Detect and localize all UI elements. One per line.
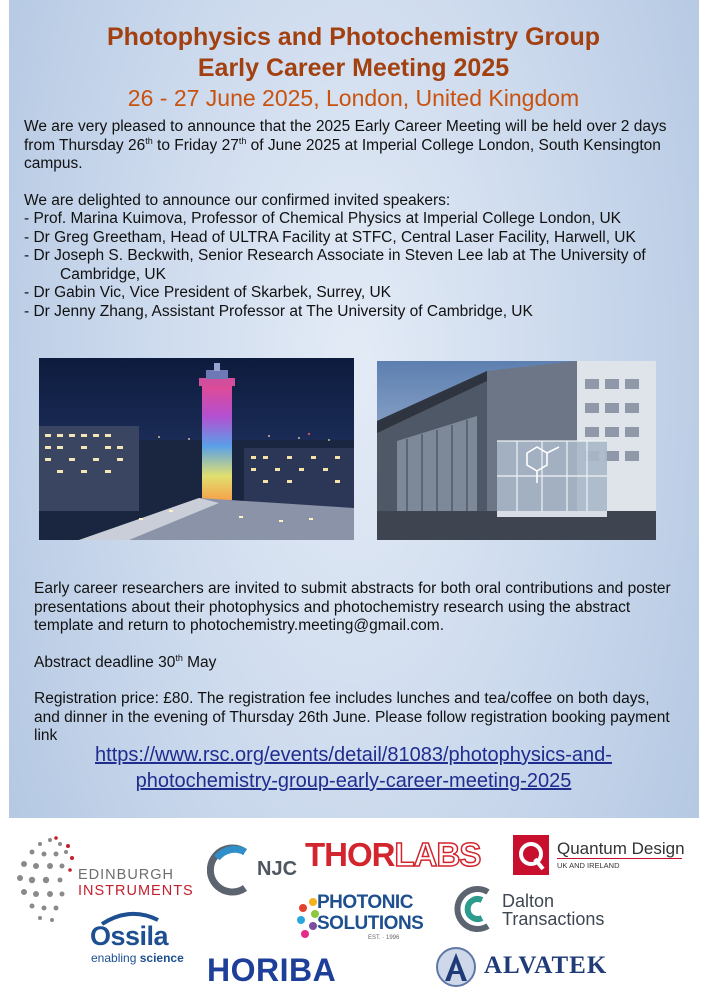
photonic-est: EST. · 1996	[368, 935, 400, 941]
quantum-design-subtext: UK AND IRELAND	[557, 861, 620, 870]
quantum-design-logo	[513, 835, 693, 877]
speakers-list	[24, 210, 674, 321]
photonic-text-1: PHOTONIC	[317, 892, 413, 913]
edinburgh-logo-text-2: INSTRUMENTS	[78, 883, 194, 899]
registration-link-line-1[interactable]: https://www.rsc.org/events/detail/81083/photophysics-and-	[95, 744, 612, 766]
call-for-abstracts: Early career researchers are invited to submit abstracts for both oral contributions and poster presentations about their photophysics and photochemistry research using the abstract template and return to photochemistry.meeting@gmail.com.	[34, 580, 671, 634]
edinburgh-logo-text-1: EDINBURGH	[78, 867, 175, 883]
ossila-text: Ossila	[90, 921, 169, 951]
event-dates-location: 26 - 27 June 2025, London, United Kingdom	[127, 85, 580, 111]
ossila-logo	[88, 910, 188, 968]
thorlabs-logo-text-a: THOR	[305, 836, 395, 873]
registration-info: Registration price: £80. The registration fee includes lunches and tea/coffee on both days, and dinner in the evening of Thursday 26th June. Please follow registration booking payment link	[34, 690, 670, 744]
alvatek-text: ALVATEK	[484, 952, 608, 979]
dalton-transactions-logo	[452, 882, 632, 938]
dalton-text-1: Dalton	[502, 891, 555, 911]
njc-logo	[207, 842, 302, 902]
ossila-tagline: enabling science	[91, 951, 184, 965]
speakers-heading: We are delighted to announce our confirmed invited speakers:	[24, 192, 451, 209]
title-line-2: Early Career Meeting 2025	[197, 54, 510, 82]
dalton-text-2: Transactions	[502, 909, 605, 929]
alvatek-logo	[436, 945, 626, 991]
intro-paragraph: We are very pleased to announce that the 2025 Early Career Meeting will be held over 2 days from Thursday 26th to Friday 27th of June 2025 at Imperial College London, South Kensington campus.	[24, 118, 667, 172]
horiba-logo: HORIBA	[207, 952, 337, 988]
speaker-item: - Dr Greg Greetham, Head of ULTRA Facility at STFC, Central Laser Facility, Harwell, UK	[24, 228, 636, 246]
speaker-item: - Dr Jenny Zhang, Assistant Professor at The University of Cambridge, UK	[24, 302, 533, 320]
registration-link-line-2[interactable]: photochemistry-group-early-career-meeting-2025	[135, 770, 572, 792]
speaker-item: - Prof. Marina Kuimova, Professor of Chemical Physics at Imperial College London, UK	[24, 210, 621, 227]
njc-c-icon	[207, 842, 257, 898]
njc-logo-text: NJC	[257, 858, 298, 880]
quantum-divider	[557, 858, 682, 859]
alvatek-a-icon	[436, 945, 476, 989]
dalton-c-icon	[452, 882, 500, 936]
building-photo	[377, 361, 656, 540]
thorlabs-logo	[305, 836, 495, 878]
abstract-deadline: Abstract deadline 30th May	[34, 652, 217, 671]
speaker-item: - Dr Gabin Vic, Vice President of Skarbek, Surrey, UK	[24, 284, 391, 301]
thorlabs-logo-text-b: LABS	[394, 836, 481, 873]
speaker-item: - Dr Joseph S. Beckwith, Senior Research Associate in Steven Lee lab at The University of Cambridge, UK	[24, 247, 646, 283]
dot-sphere-icon	[10, 830, 80, 930]
campus-night-photo	[39, 358, 354, 540]
quantum-design-text: Quantum Design	[557, 839, 685, 858]
photonic-text-2: SOLUTIONS	[317, 913, 424, 934]
quantum-q-icon	[513, 835, 549, 875]
title-line-1: Photophysics and Photochemistry Group	[106, 23, 601, 51]
registration-link[interactable]	[0, 742, 707, 794]
photonic-solutions-logo	[293, 890, 423, 948]
